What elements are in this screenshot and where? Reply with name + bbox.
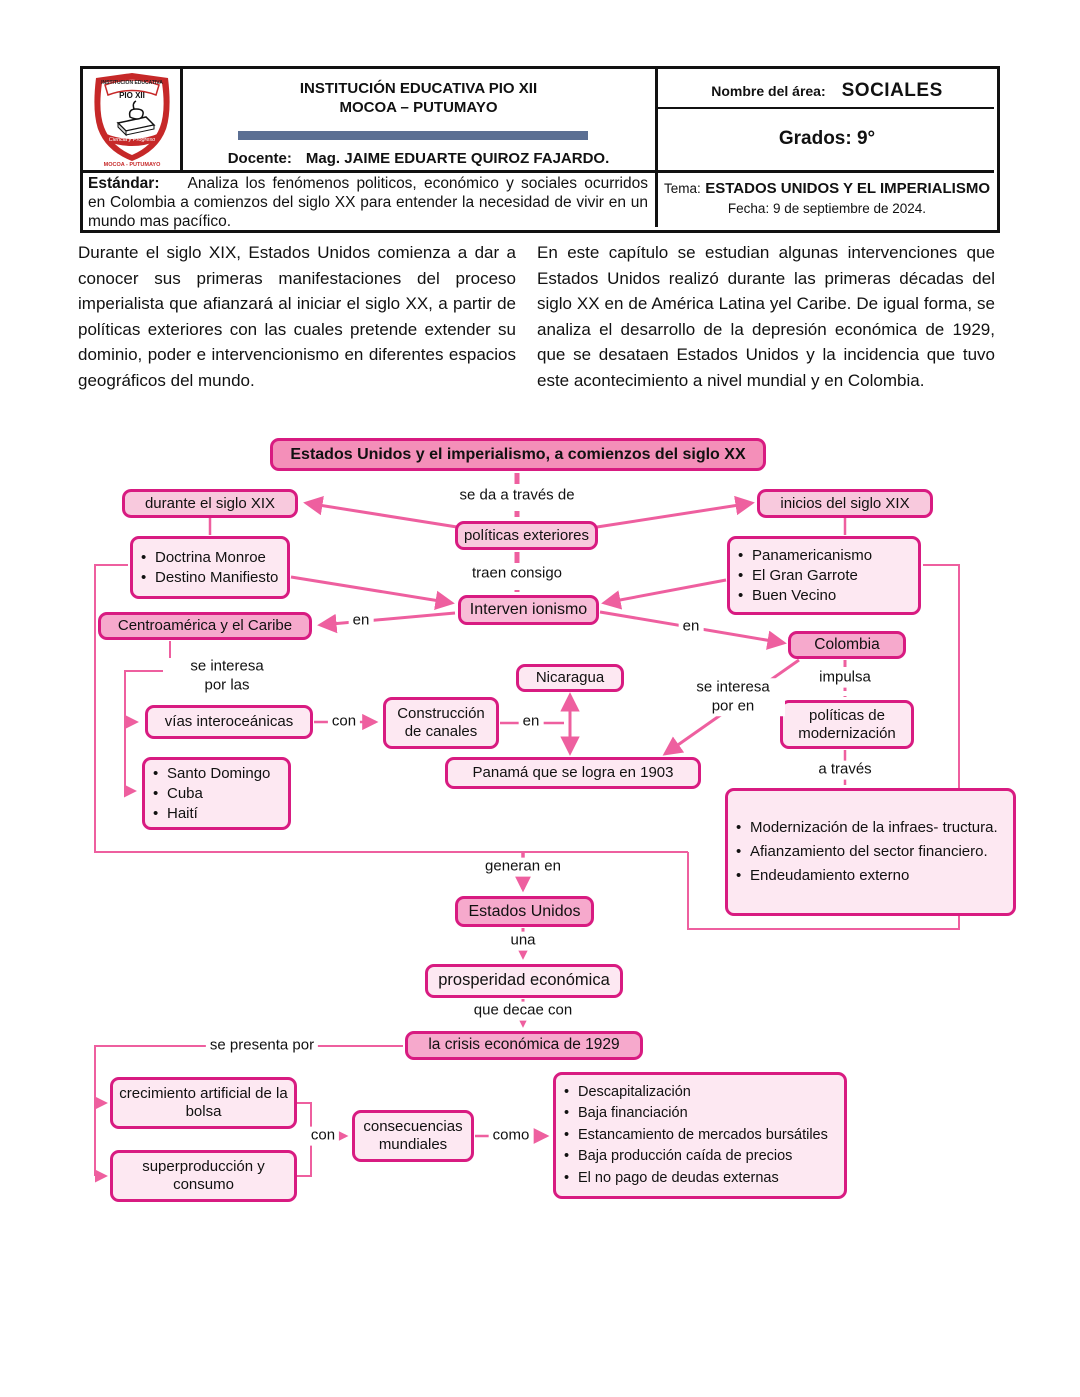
teacher-name: Mag. JAIME EDUARTE QUIROZ FAJARDO. <box>305 150 610 167</box>
label-traen-consigo: traen consigo <box>468 565 566 584</box>
list-item: • Panamericanismo <box>734 547 914 565</box>
intro-paragraph-right: En este capítulo se estudian algunas intervenciones que Estados Unidos realizó durante las primeras décadas del siglo XX en de América Latina yel Caribe. De igual forma, se analiza el desarrollo de la depresión económica de 1929, que se desataen Estados Unidos y la incidencia que tuvo este acontecimiento a nivel mundial y en Colombia. <box>537 243 995 390</box>
list-item: • Endeudamiento externo <box>732 865 1009 887</box>
topic-value: ESTADOS UNIDOS Y EL IMPERIALISMO <box>705 180 990 197</box>
crest-arc-text: INSTITUCION EDUCATIVA <box>101 80 163 86</box>
list-item: • Cuba <box>149 785 284 803</box>
list-item: • Modernización de la infraes- tructura. <box>732 817 1009 839</box>
node-durante-siglo-xix: durante el siglo XIX <box>122 489 298 518</box>
list-item: • Estancamiento de mercados bursátiles <box>560 1126 840 1146</box>
list-item: • Descapitalización <box>560 1083 840 1103</box>
standard-text: Analiza los fenómenos politicos, económico y sociales ocurridos en Colombia a comienzos del siglo XX para entender la necesidad de vivir en un mundo mas pacífico. <box>88 175 648 230</box>
node-antillas-list <box>142 757 291 830</box>
list-item: • Baja producción caída de precios <box>560 1147 840 1167</box>
label-generan-en: generan en <box>481 858 565 877</box>
list-item: • El Gran Garrote <box>734 567 914 585</box>
list-item: • Buen Vecino <box>734 587 914 605</box>
list-item: • Haití <box>149 805 284 823</box>
teacher-label: Docente: <box>227 150 292 167</box>
date-line: Fecha: 9 de septiembre de 2024. <box>727 200 927 216</box>
list-item: • Doctrina Monroe <box>137 549 283 567</box>
node-modernizacion-list <box>725 788 1016 916</box>
label-con-1: con <box>328 713 360 732</box>
grade-row: Grados: 9° <box>778 128 876 149</box>
list-item: • Destino Manifiesto <box>137 569 283 587</box>
label-una: una <box>506 932 539 951</box>
node-nicaragua: Nicaragua <box>516 664 624 692</box>
node-politicas-exteriores: políticas exteriores <box>455 521 598 550</box>
label-en-mid: en <box>519 713 544 732</box>
list-item: • Baja financiación <box>560 1104 840 1124</box>
node-construccion-canales: Construcción de canales <box>383 697 499 749</box>
node-politicas-modernizacion: políticas de modernización <box>780 700 914 749</box>
node-centroamerica-caribe: Centroamérica y el Caribe <box>98 612 312 640</box>
node-vias-interoceanicas: vías interoceánicas <box>145 705 313 739</box>
area-value: SOCIALES <box>841 80 943 101</box>
node-superproduccion: superproducción y consumo <box>110 1150 297 1202</box>
label-que-decae-con: que decae con <box>470 1002 576 1021</box>
label-impulsa: impulsa <box>815 669 875 688</box>
node-intervencionismo: Interven ionismo <box>458 595 599 625</box>
crest-motto: Ciencia y Progreso <box>108 137 156 143</box>
node-prosperidad-economica: prosperidad económica <box>425 964 623 998</box>
intro-paragraph-left: Durante el siglo XIX, Estados Unidos comienza a dar a conocer sus primeras manifestaciones del proceso imperialista que afianzará al iniciar el siglo XX, a partir de políticas exteriores con las cuales pretende extender su dominio, poder e intervencionismo en diferentes espacios geográficos del mundo. <box>78 243 516 390</box>
crest-name: PIO XII <box>119 91 145 100</box>
label-se-presenta-por: se presenta por <box>206 1037 318 1056</box>
node-colombia: Colombia <box>788 631 906 659</box>
list-item: • Santo Domingo <box>149 765 284 783</box>
node-crecimiento-bolsa: crecimiento artificial de la bolsa <box>110 1077 297 1129</box>
node-estados-unidos: Estados Unidos <box>455 896 594 927</box>
institution-line2: MOCOA – PUTUMAYO <box>339 98 498 116</box>
label-se-da-a-traves: se da a través de <box>455 487 578 506</box>
node-inicios-siglo-xix: inicios del siglo XIX <box>757 489 933 518</box>
label-se-interesa-por-las: se interesa por las <box>177 657 277 695</box>
node-doctrinas-list <box>130 536 290 599</box>
list-item: • Afianzamiento del sector financiero. <box>732 841 1009 863</box>
label-en-right: en <box>679 618 704 637</box>
area-label: Nombre del área: <box>711 83 826 99</box>
institution-line1: INSTITUCIÓN EDUCATIVA PIO XII <box>299 80 538 97</box>
label-a-traves: a través <box>814 761 875 780</box>
standard-label: Estándar: <box>88 175 160 192</box>
crest-city: MOCOA - PUTUMAYO <box>103 162 161 168</box>
topic-label: Tema: <box>664 181 701 196</box>
node-consecuencias-list <box>553 1072 847 1199</box>
node-crisis-1929: la crisis económica de 1929 <box>405 1031 643 1060</box>
list-item: • El no pago de deudas externas <box>560 1169 840 1189</box>
map-title-node: Estados Unidos y el imperialismo, a comienzos del siglo XX <box>270 438 766 471</box>
node-panama-1903: Panamá que se logra en 1903 <box>445 757 701 789</box>
node-consecuencias-mundiales: consecuencias mundiales <box>352 1110 474 1162</box>
label-en-left: en <box>349 612 374 631</box>
label-como: como <box>489 1127 534 1146</box>
label-con-2: con <box>307 1127 339 1146</box>
label-se-interesa-por-en: se interesa por en <box>681 678 785 716</box>
node-panamericanismo-list <box>727 536 921 615</box>
